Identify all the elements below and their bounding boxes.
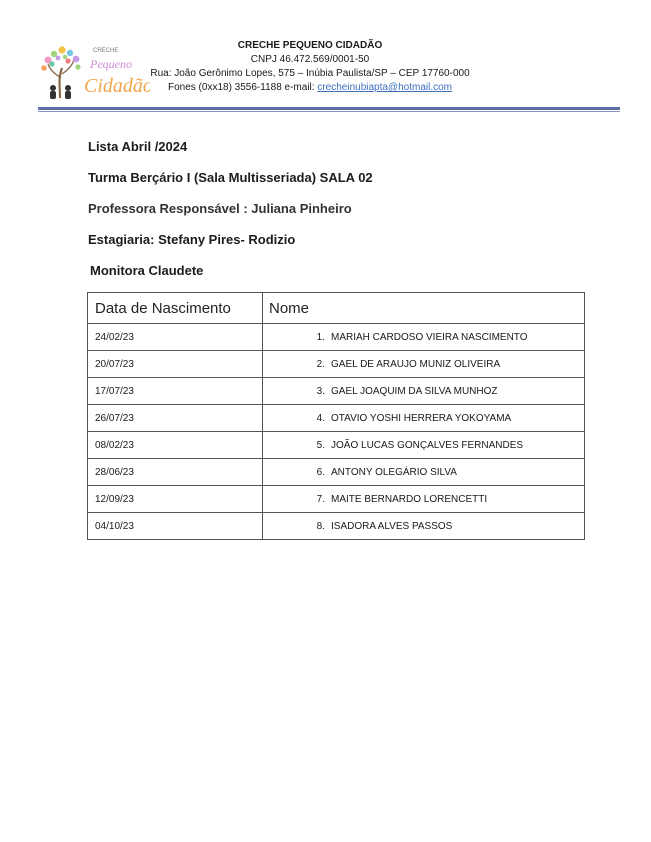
table-row	[88, 432, 585, 459]
teacher: Professora Responsável : Juliana Pinheiro	[88, 201, 352, 216]
creche-name: CRECHE PEQUENO CIDADÃO	[237, 40, 383, 51]
table-row	[88, 378, 585, 405]
column-header-name: Nome	[263, 293, 585, 324]
birthdate-cell: 28/06/23	[88, 459, 263, 486]
row-number: 5.	[316, 439, 325, 451]
table-row	[88, 324, 585, 351]
student-name: OTAVIO YOSHI HERRERA YOKOYAMA	[331, 412, 512, 424]
address: Rua: João Gerônimo Lopes, 575 – Inúbia Paulista/SP – CEP 17760-000	[150, 68, 470, 79]
student-name: GAEL DE ARAUJO MUNIZ OLIVEIRA	[331, 358, 501, 370]
svg-text:CRECHE: CRECHE	[93, 48, 119, 54]
intern: Estagiaria: Stefany Pires- Rodizio	[88, 232, 296, 247]
email-link[interactable]: crecheinubiapta@hotmail.com	[317, 82, 452, 93]
table-row	[88, 405, 585, 432]
svg-text:Cidadão: Cidadão	[84, 75, 150, 97]
phones: Fones (0xx18) 3556-1188 e-mail:	[167, 82, 318, 93]
name-cell	[263, 351, 585, 378]
name-cell	[263, 378, 585, 405]
birthdate-cell: 04/10/23	[88, 513, 263, 540]
student-table	[87, 292, 585, 540]
header-divider	[38, 107, 620, 110]
table-header-row	[88, 293, 585, 324]
student-name: GAEL JOAQUIM DA SILVA MUNHOZ	[331, 385, 498, 397]
student-name: JOÃO LUCAS GONÇALVES FERNANDES	[331, 439, 524, 451]
table-row	[88, 459, 585, 486]
table-row	[88, 513, 585, 540]
list-title: Lista Abril /2024	[88, 139, 188, 154]
name-cell	[263, 513, 585, 540]
row-number: 1.	[316, 331, 325, 343]
student-name: ANTONY OLEGÁRIO SILVA	[331, 466, 457, 478]
student-name: ISADORA ALVES PASSOS	[331, 520, 453, 532]
table-row	[88, 351, 585, 378]
row-number: 7.	[316, 493, 325, 505]
row-number: 4.	[316, 412, 325, 424]
header-divider-thin	[38, 111, 620, 112]
birthdate-cell: 24/02/23	[88, 324, 263, 351]
class-name: Turma Berçário I (Sala Multisseriada) SALA 02	[88, 170, 373, 185]
birthdate-cell: 20/07/23	[88, 351, 263, 378]
name-cell	[263, 405, 585, 432]
svg-text:Pequeno: Pequeno	[90, 57, 132, 71]
student-name: MARIAH CARDOSO VIEIRA NASCIMENTO	[331, 331, 528, 343]
monitor: Monitora Claudete	[90, 263, 204, 278]
contact-line	[160, 81, 460, 95]
row-number: 2.	[316, 358, 325, 370]
birthdate-cell: 12/09/23	[88, 486, 263, 513]
cnpj: CNPJ 46.472.569/0001-50	[250, 54, 370, 65]
row-number: 6.	[316, 466, 325, 478]
name-cell	[263, 432, 585, 459]
name-cell	[263, 324, 585, 351]
letterhead	[150, 39, 470, 95]
row-number: 8.	[316, 520, 325, 532]
birthdate-cell: 08/02/23	[88, 432, 263, 459]
column-header-birthdate: Data de Nascimento	[88, 293, 263, 324]
name-cell	[263, 459, 585, 486]
name-cell	[263, 486, 585, 513]
birthdate-cell: 17/07/23	[88, 378, 263, 405]
table-row	[88, 486, 585, 513]
birthdate-cell: 26/07/23	[88, 405, 263, 432]
row-number: 3.	[316, 385, 325, 397]
student-name: MAITE BERNARDO LORENCETTI	[331, 493, 488, 505]
